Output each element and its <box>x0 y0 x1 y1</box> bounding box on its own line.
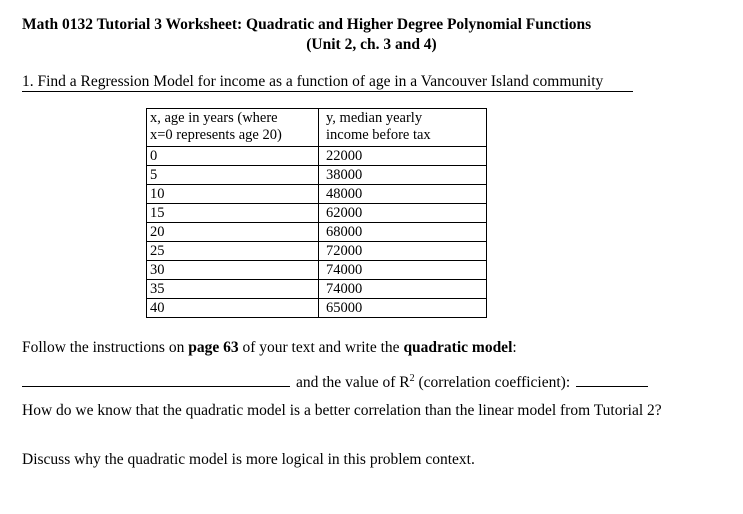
cell-x: 5 <box>147 166 319 185</box>
col-x-header-line1: x, age in years (where <box>150 110 278 126</box>
cell-x: 0 <box>147 147 319 166</box>
table-row <box>147 299 487 318</box>
table-row <box>147 280 487 299</box>
worksheet-title: Math 0132 Tutorial 3 Worksheet: Quadratic and Higher Degree Polynomial Functions <box>22 16 592 33</box>
table-row <box>147 223 487 242</box>
question-1-underline <box>22 91 633 92</box>
col-x-header <box>147 109 319 147</box>
col-y-header <box>319 109 487 147</box>
cell-y: 74000 <box>319 261 487 280</box>
cell-y: 48000 <box>319 185 487 204</box>
cell-y: 72000 <box>319 242 487 261</box>
table-row <box>147 166 487 185</box>
col-x-header-line2: x=0 represents age 20) <box>150 127 282 143</box>
cell-x: 35 <box>147 280 319 299</box>
cell-x: 25 <box>147 242 319 261</box>
col-y-header-line1: y, median yearly <box>326 110 423 126</box>
question-1: 1. Find a Regression Model for income as a function of age in a Vancouver Island community <box>22 73 604 90</box>
table-row <box>147 242 487 261</box>
cell-y: 62000 <box>319 204 487 223</box>
col-y-header-line2: income before tax <box>326 127 431 143</box>
cell-x: 15 <box>147 204 319 223</box>
instructions-part1: Follow the instructions on <box>22 339 189 356</box>
table-header-row <box>147 109 487 147</box>
instructions-paragraph <box>22 339 517 357</box>
data-table <box>146 108 487 318</box>
r-squared-exponent: 2 <box>409 372 415 384</box>
instructions-part3: : <box>512 339 517 356</box>
cell-y: 74000 <box>319 280 487 299</box>
model-reference: quadratic model <box>403 339 513 356</box>
cell-y: 68000 <box>319 223 487 242</box>
cell-y: 65000 <box>319 299 487 318</box>
answer-end-text: (correlation coefficient): <box>414 374 571 391</box>
cell-y: 38000 <box>319 166 487 185</box>
cell-x: 10 <box>147 185 319 204</box>
answer-mid-text: and the value of R <box>296 374 410 391</box>
cell-x: 40 <box>147 299 319 318</box>
quadratic-model-blank[interactable] <box>22 374 290 387</box>
r-squared-blank[interactable] <box>576 374 648 387</box>
instructions-part2: of your text and write the <box>238 339 404 356</box>
question-3: Discuss why the quadratic model is more logical in this problem context. <box>22 451 475 468</box>
worksheet-subtitle: (Unit 2, ch. 3 and 4) <box>306 36 437 53</box>
page-reference: page 63 <box>188 339 239 356</box>
question-2: How do we know that the quadratic model is a better correlation than the linear model from Tutorial 2? <box>22 402 662 419</box>
table-row <box>147 185 487 204</box>
table-row <box>147 261 487 280</box>
cell-y: 22000 <box>319 147 487 166</box>
table-row <box>147 204 487 223</box>
cell-x: 20 <box>147 223 319 242</box>
answer-line <box>22 374 648 392</box>
table-row <box>147 147 487 166</box>
cell-x: 30 <box>147 261 319 280</box>
